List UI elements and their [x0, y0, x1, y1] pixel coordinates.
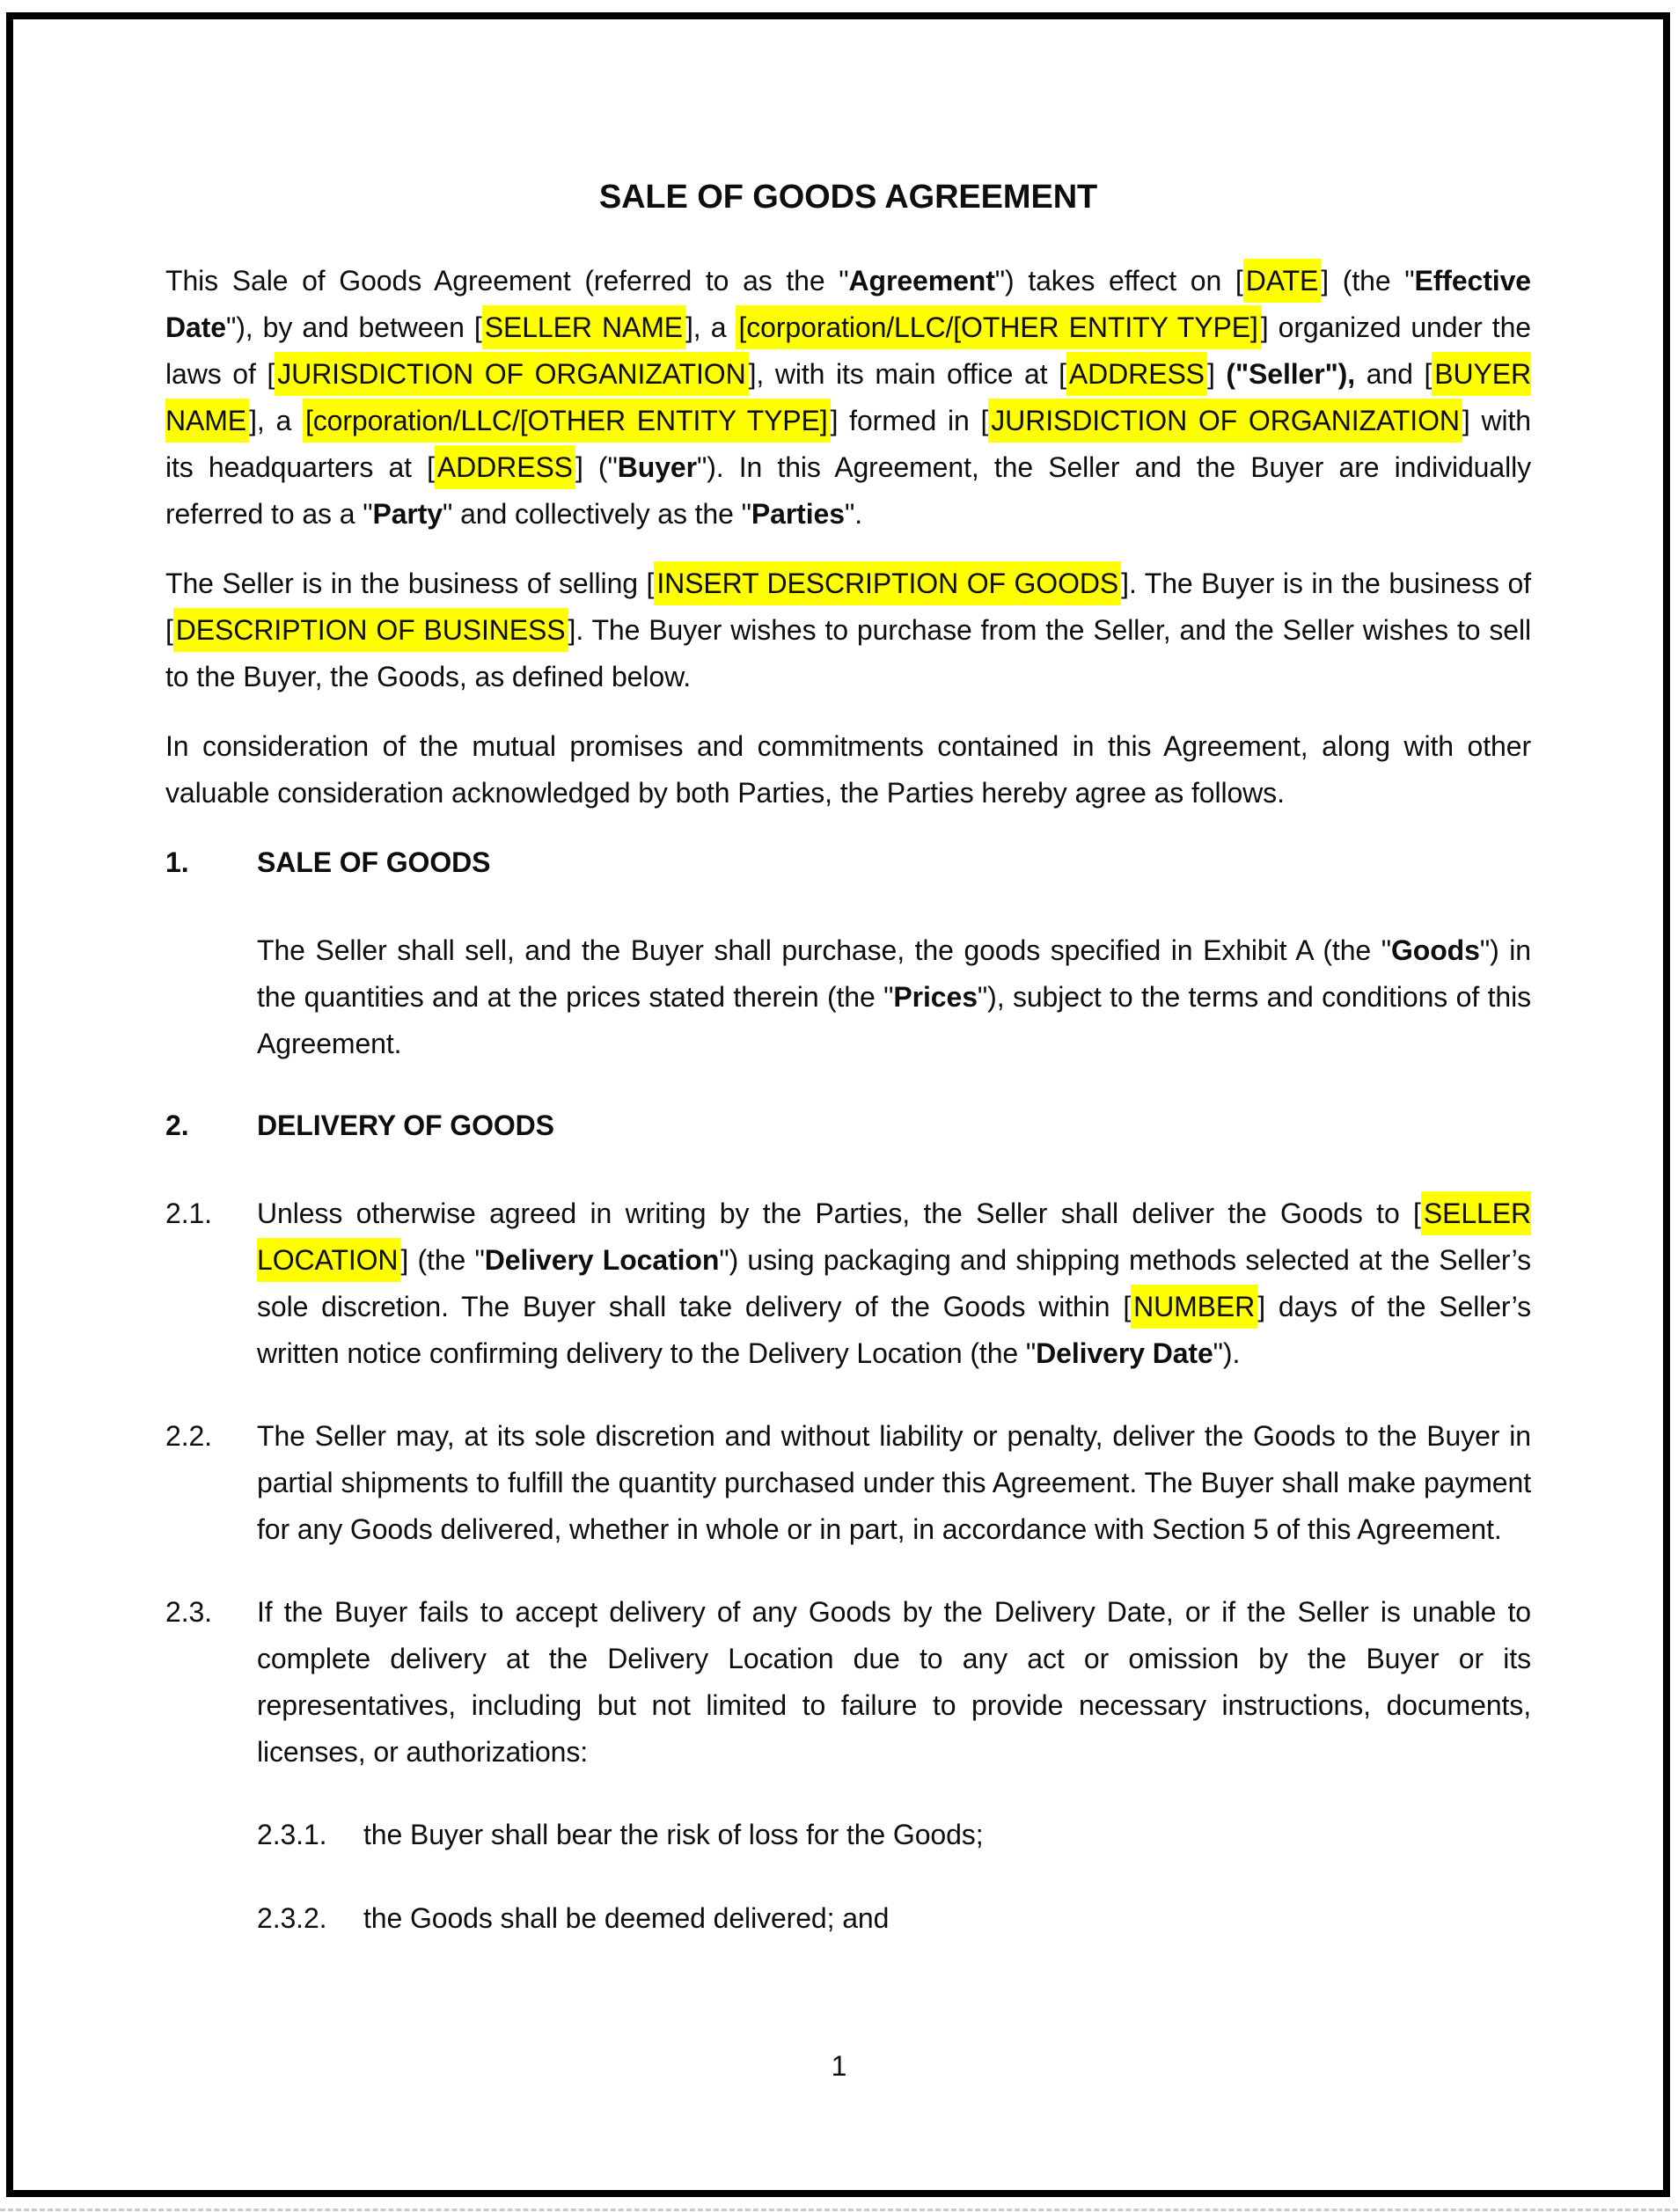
text-run: ("Seller"), [1226, 358, 1356, 390]
highlighted-placeholder: JURISDICTION OF ORGANIZATION [275, 352, 748, 396]
text-run: " and collectively as the " [443, 498, 751, 530]
text-run: ] formed in [ [830, 405, 989, 436]
clause-text [363, 1895, 1531, 1942]
text-run: ]. The Buyer wishes to purchase from the Seller, and the Seller wishes to sell to the Buyer, the Goods, as defined below. [165, 614, 1531, 692]
text-run: The Seller is in the business of selling [ [165, 568, 655, 599]
text-run: ] with its headquarters at [ [165, 405, 1532, 483]
text-run: SALE OF GOODS AGREEMENT [598, 179, 1098, 216]
text-run: Prices [893, 981, 978, 1013]
text-run: In consideration of the mutual promises and commitments contained in this Agreement, along with other valuable consideration acknowledged by both Parties, the Parties hereby agree as follows. [165, 730, 1531, 809]
clause-text [257, 1190, 1531, 1377]
clause-text [257, 1102, 1531, 1149]
text-run: ] (" [575, 451, 618, 483]
section-paragraph [257, 927, 1531, 1067]
highlighted-placeholder: SELLER LOCATION [257, 1191, 1531, 1282]
text-run: The Seller shall sell, and the Buyer shall purchase, the goods specified in Exhibit A (the " [257, 934, 1391, 966]
page-number: 1 [831, 2050, 847, 2082]
text-run: Delivery Location [484, 1244, 720, 1276]
clause-number: 2.3.2. [257, 1902, 327, 1934]
intro-paragraph [165, 258, 1531, 538]
text-run: ], a [685, 311, 736, 343]
clause-number: 2.2. [165, 1420, 212, 1452]
section-heading [165, 839, 1531, 886]
text-run: ". [844, 498, 862, 530]
text-run: the Goods shall be deemed delivered; and [363, 1902, 890, 1934]
text-run: ] (the " [1321, 265, 1415, 297]
clause-number: 2.3. [165, 1596, 212, 1628]
text-run: ]. The Buyer is in the business of [ [165, 568, 1531, 646]
highlighted-placeholder: SELLER NAME [482, 305, 685, 349]
text-run: Unless otherwise agreed in writing by the Parties, the Seller shall deliver the Goods to [ [257, 1198, 1421, 1229]
text-run: ] days of the Seller’s written notice confirming delivery to the Delivery Location (the " [257, 1291, 1531, 1369]
text-run: "), by and between [ [225, 311, 482, 343]
clause-number: 2. [165, 1110, 189, 1141]
numbered-clause [165, 1190, 1531, 1377]
document-title [165, 174, 1531, 221]
intro-paragraph [165, 560, 1531, 700]
text-run: Goods [1391, 934, 1480, 966]
clause-number: 2.1. [165, 1198, 212, 1229]
text-run: Parties [751, 498, 845, 530]
text-run: If the Buyer fails to accept delivery of any Goods by the Delivery Date, or if the Seller is unable to complete delivery at the Delivery Location due to any act or omission by the Buyer or its representatives, including but not limited to failure to provide necessary instructions, documents, licenses, or authorizations: [257, 1596, 1531, 1768]
text-run: This Sale of Goods Agreement (referred to as the " [165, 265, 849, 297]
highlighted-placeholder: NUMBER [1131, 1285, 1257, 1329]
clause-number: 2.3.1. [257, 1819, 327, 1850]
text-run: Agreement [848, 265, 995, 297]
sub-clause [257, 1895, 1531, 1942]
highlighted-placeholder: INSERT DESCRIPTION OF GOODS [654, 561, 1121, 605]
text-run: SALE OF GOODS [257, 846, 491, 878]
sub-clause [257, 1812, 1531, 1858]
highlighted-placeholder: DESCRIPTION OF BUSINESS [173, 608, 568, 652]
text-run: ] (the " [400, 1244, 485, 1276]
highlighted-placeholder: BUYER NAME [165, 352, 1531, 443]
text-run: ") using packaging and shipping methods selected at the Seller’s sole discretion. The Buyer shall take delivery of the Goods within [ [257, 1244, 1531, 1322]
numbered-clause [165, 1413, 1531, 1553]
text-run: the Buyer shall bear the risk of loss for the Goods; [363, 1819, 984, 1850]
intro-paragraph [165, 723, 1531, 817]
text-run: "). [1213, 1337, 1241, 1369]
numbered-clause [165, 1589, 1531, 1776]
highlighted-placeholder: [corporation/LLC/[OTHER ENTITY TYPE] [303, 399, 831, 443]
highlighted-placeholder: ADDRESS [435, 445, 575, 489]
text-run: ") in the quantities and at the prices stated therein (the " [257, 934, 1531, 1013]
text-run: DELIVERY OF GOODS [257, 1110, 554, 1141]
text-run: "), subject to the terms and conditions of this Agreement. [257, 981, 1531, 1059]
text-run: ], with its main office at [ [748, 358, 1066, 390]
section-heading [165, 1102, 1531, 1149]
text-run: ] [1206, 358, 1227, 390]
text-run: The Seller may, at its sole discretion and without liability or penalty, deliver the Goods to the Buyer in partial shipments to fulfill the quantity purchased under this Agreement. The Buyer shall make payment for any Goods delivered, whether in whole or in part, in accordance with Section 5 of this Agreement. [257, 1420, 1531, 1545]
document-content [165, 174, 1531, 1979]
highlighted-placeholder: JURISDICTION OF ORGANIZATION [988, 399, 1462, 443]
highlighted-placeholder: [corporation/LLC/[OTHER ENTITY TYPE] [736, 305, 1260, 349]
text-run: Party [372, 498, 443, 530]
text-run: ") takes effect on [ [994, 265, 1243, 297]
clause-text [363, 1812, 1531, 1858]
clause-text [257, 1589, 1531, 1776]
clause-text [257, 1413, 1531, 1553]
text-run: ], a [249, 405, 303, 436]
clause-text [257, 839, 1531, 886]
text-run: Buyer [617, 451, 697, 483]
text-run: Delivery Date [1036, 1337, 1213, 1369]
text-run: Effective Date [165, 265, 1531, 343]
highlighted-placeholder: DATE [1243, 259, 1322, 303]
highlighted-placeholder: ADDRESS [1066, 352, 1207, 396]
scan-artifact-line [0, 2208, 1678, 2211]
text-run: "). In this Agreement, the Seller and the Buyer are individually referred to as a " [165, 451, 1531, 530]
text-run: ] organized under the laws of [ [165, 311, 1531, 390]
text-run: and [ [1355, 358, 1433, 390]
clause-number: 1. [165, 846, 189, 878]
